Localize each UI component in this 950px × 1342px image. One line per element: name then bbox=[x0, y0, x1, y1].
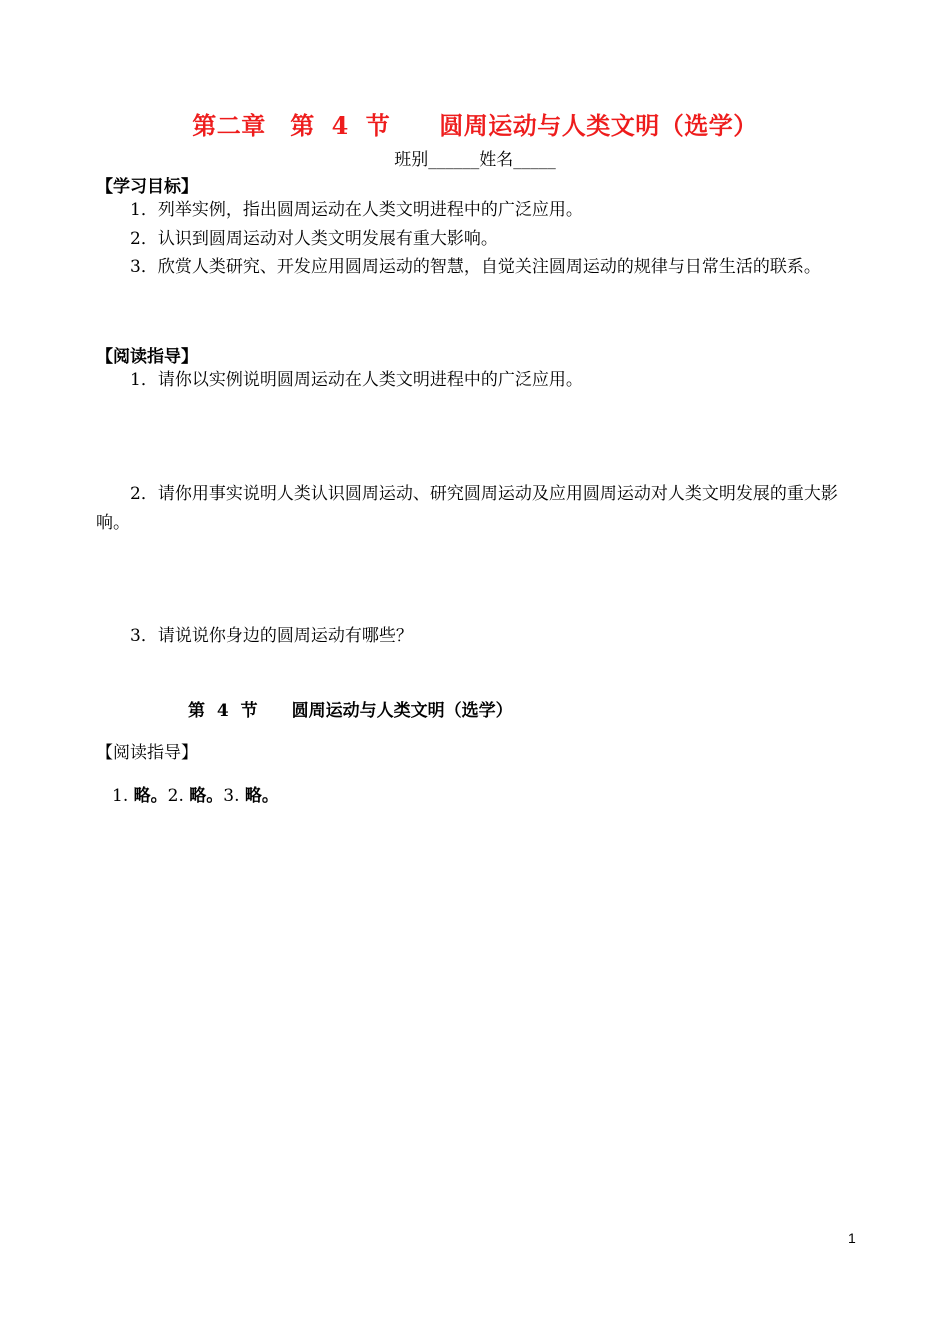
reading-question: 2．请你用事实说明人类认识圆周运动、研究圆周运动及应用圆周运动对人类文明发展的重大影响。 bbox=[96, 484, 838, 533]
page-number: 1 bbox=[848, 1230, 856, 1246]
answer-text: 略。 bbox=[133, 786, 168, 806]
objective-item: 3．欣赏人类研究、开发应用圆周运动的智慧，自觉关注圆周运动的规律与日常生活的联系。 bbox=[130, 257, 821, 277]
reading-heading: 【阅读指导】 bbox=[96, 347, 198, 367]
reading-question: 3．请说说你身边的圆周运动有哪些？ bbox=[130, 626, 413, 646]
page-title: 第二章 第 4 节 圆周运动与人类文明（选学） bbox=[192, 111, 758, 140]
objective-item: 2．认识到圆周运动对人类文明发展有重大影响。 bbox=[130, 229, 498, 249]
answer-section-title: 第 4 节 圆周运动与人类文明（选学） bbox=[188, 701, 513, 721]
answer-number: 2. bbox=[167, 786, 184, 806]
answer-text: 略。 bbox=[189, 786, 224, 806]
objective-item: 1．列举实例，指出圆周运动在人类文明进程中的广泛应用。 bbox=[130, 200, 583, 220]
answer-number: 3. bbox=[223, 786, 240, 806]
objectives-heading: 【学习目标】 bbox=[96, 177, 198, 197]
reading-question: 1．请你以实例说明圆周运动在人类文明进程中的广泛应用。 bbox=[130, 370, 583, 390]
class-name-line: 班别______姓名_____ bbox=[394, 150, 556, 170]
answer-number: 1. bbox=[112, 786, 129, 806]
answer-text: 略。 bbox=[244, 786, 279, 806]
answer-line bbox=[112, 781, 279, 806]
answer-heading: 【阅读指导】 bbox=[96, 743, 198, 763]
